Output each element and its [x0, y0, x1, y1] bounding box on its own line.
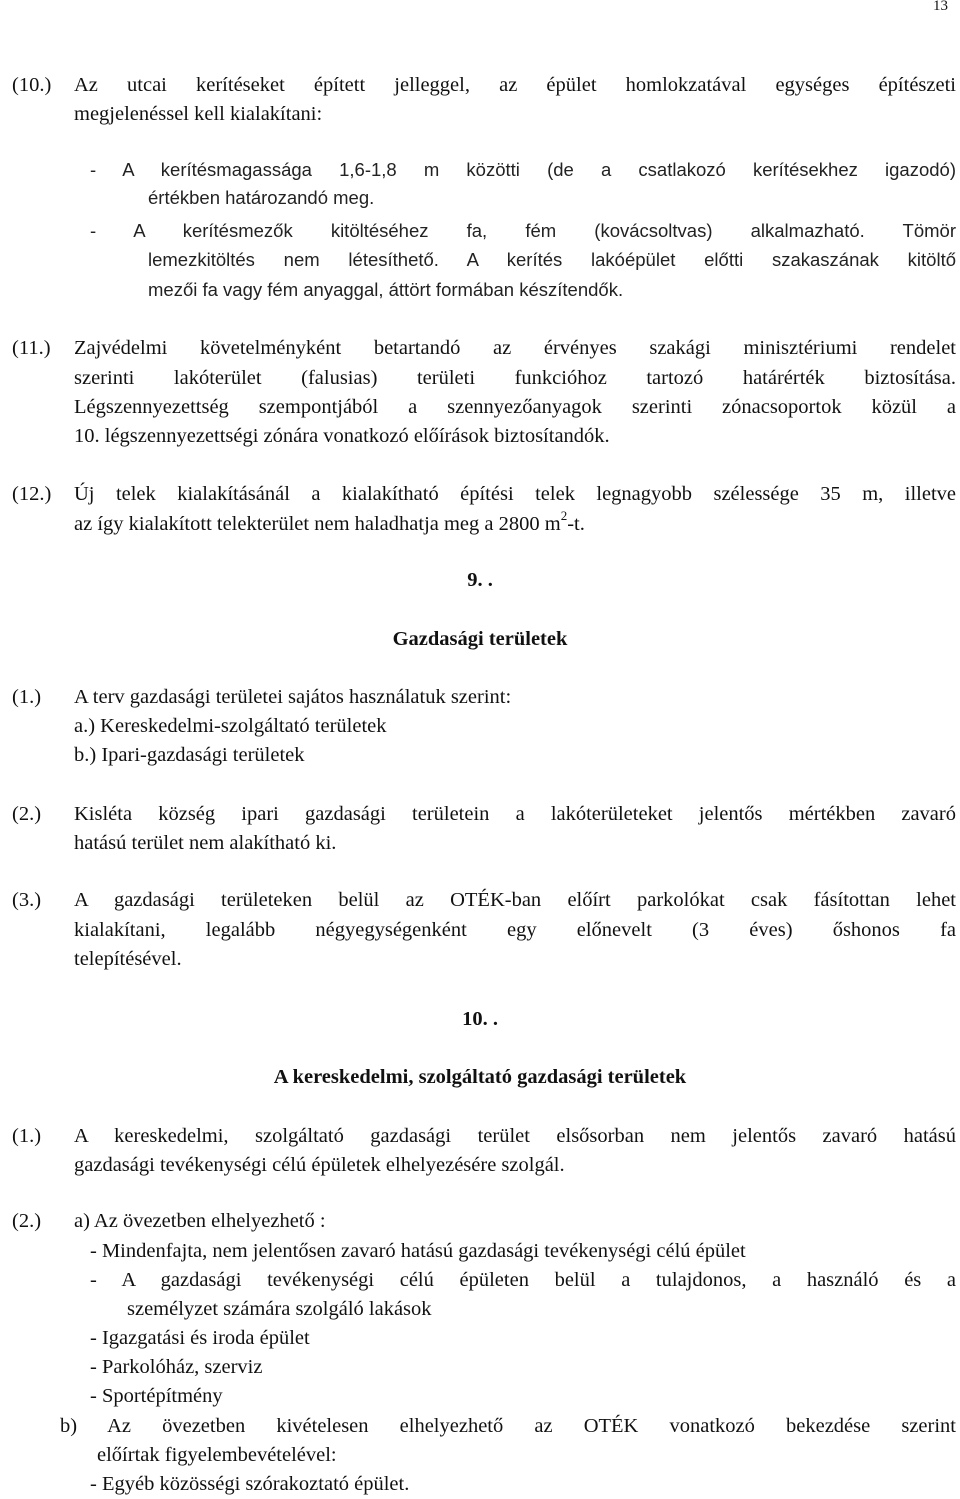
- paragraph-text: Az utcai kerítéseket épített jelleggel, az épület homlokzatával egységes építészeti: [74, 74, 956, 96]
- list-item: - Igazgatási és iroda épület: [90, 1327, 310, 1349]
- section-number: 10. .: [462, 1008, 498, 1030]
- paragraph-text: A gazdasági területeken belül az OTÉK-ban előírt parkolókat csak fásítottan lehet: [74, 889, 956, 911]
- paragraph-number: (1.): [12, 686, 42, 708]
- list-item: - A kerítésmagassága 1,6-1,8 m közötti (de a csatlakozó kerítésekhez igazodó): [90, 159, 956, 180]
- section-title: A kereskedelmi, szolgáltató gazdasági területek: [273, 1066, 687, 1088]
- paragraph-number: (12.): [12, 483, 52, 505]
- list-item: - Mindenfajta, nem jelentősen zavaró hatású gazdasági tevékenységi célú épület: [90, 1240, 746, 1262]
- list-item: - Egyéb közösségi szórakoztató épület.: [90, 1473, 410, 1495]
- paragraph-number: (1.): [12, 1125, 42, 1147]
- paragraph-text: b) Az övezetben kivételesen elhelyezhető az OTÉK vonatkozó bekezdése szerint: [60, 1415, 956, 1437]
- list-item: - Parkolóház, szerviz: [90, 1356, 263, 1378]
- list-item: személyzet számára szolgáló lakások: [127, 1298, 432, 1320]
- paragraph-text: A terv gazdasági területei sajátos használatuk szerint:: [74, 686, 512, 708]
- paragraph-text: Légszennyezettség szempontjából a szennyezőanyagok szerinti zónacsoportok közül a: [74, 396, 956, 418]
- superscript: 2: [560, 508, 568, 524]
- list-item: b.) Ipari-gazdasági területek: [74, 744, 305, 766]
- paragraph-number: (10.): [12, 74, 52, 96]
- paragraph-text: 10. légszennyezettségi zónára vonatkozó előírások biztosítandók.: [74, 425, 610, 447]
- page-number: 13: [933, 0, 948, 14]
- section-title: Gazdasági területek: [392, 628, 568, 650]
- paragraph-number: (2.): [12, 1210, 42, 1232]
- paragraph-number: (11.): [12, 337, 51, 359]
- section-number: 9. .: [467, 569, 493, 591]
- paragraph-text: A kereskedelmi, szolgáltató gazdasági terület elsősorban nem jelentős zavaró hatású: [74, 1125, 956, 1147]
- list-item: - Sportépítmény: [90, 1385, 223, 1407]
- paragraph-text: az így kialakított telekterület nem haladhatja meg a 2800 $m^2-t$.: [74, 508, 585, 535]
- paragraph-number: (3.): [12, 889, 42, 911]
- paragraph-text: szerinti lakóterület (falusias) területi funkcióhoz tartozó határérték biztosítása.: [74, 367, 956, 389]
- paragraph-text: telepítésével.: [74, 948, 182, 970]
- paragraph-text: a) Az övezetben elhelyezhető :: [74, 1210, 326, 1232]
- paragraph-text: kialakítani, legalább négyegységenként egy előnevelt (3 éves) őshonos fa: [74, 919, 956, 941]
- paragraph-text: előírtak figyelembevételével:: [97, 1444, 337, 1466]
- list-item: mezői fa vagy fém anyaggal, áttört formában készítendők.: [148, 279, 624, 300]
- list-item: lemezkitöltés nem létesíthető. A kerítés lakóépület előtti szakaszának kitöltő: [148, 249, 956, 270]
- paragraph-text: Zajvédelmi követelményként betartandó az érvényes szakági minisztériumi rendelet: [74, 337, 956, 359]
- paragraph-text: hatású terület nem alakítható ki.: [74, 832, 337, 854]
- paragraph-text: Kisléta község ipari gazdasági területein a lakóterületeket jelentős mértékben zavaró: [74, 803, 956, 825]
- paragraph-text: Új telek kialakításánál a kialakítható építési telek legnagyobb szélessége 35 m, illetve: [74, 483, 956, 505]
- list-item: - A kerítésmezők kitöltéséhez fa, fém (kovácsoltvas) alkalmazható. Tömör: [90, 220, 956, 241]
- paragraph-text: megjelenéssel kell kialakítani:: [74, 103, 323, 125]
- paragraph-number: (2.): [12, 803, 42, 825]
- paragraph-text: gazdasági tevékenységi célú épületek elhelyezésére szolgál.: [74, 1154, 565, 1176]
- list-item: értékben határozandó meg.: [148, 187, 375, 208]
- list-item: - A gazdasági tevékenységi célú épületen belül a tulajdonos, a használó és a: [90, 1269, 956, 1291]
- list-item: a.) Kereskedelmi-szolgáltató területek: [74, 715, 387, 737]
